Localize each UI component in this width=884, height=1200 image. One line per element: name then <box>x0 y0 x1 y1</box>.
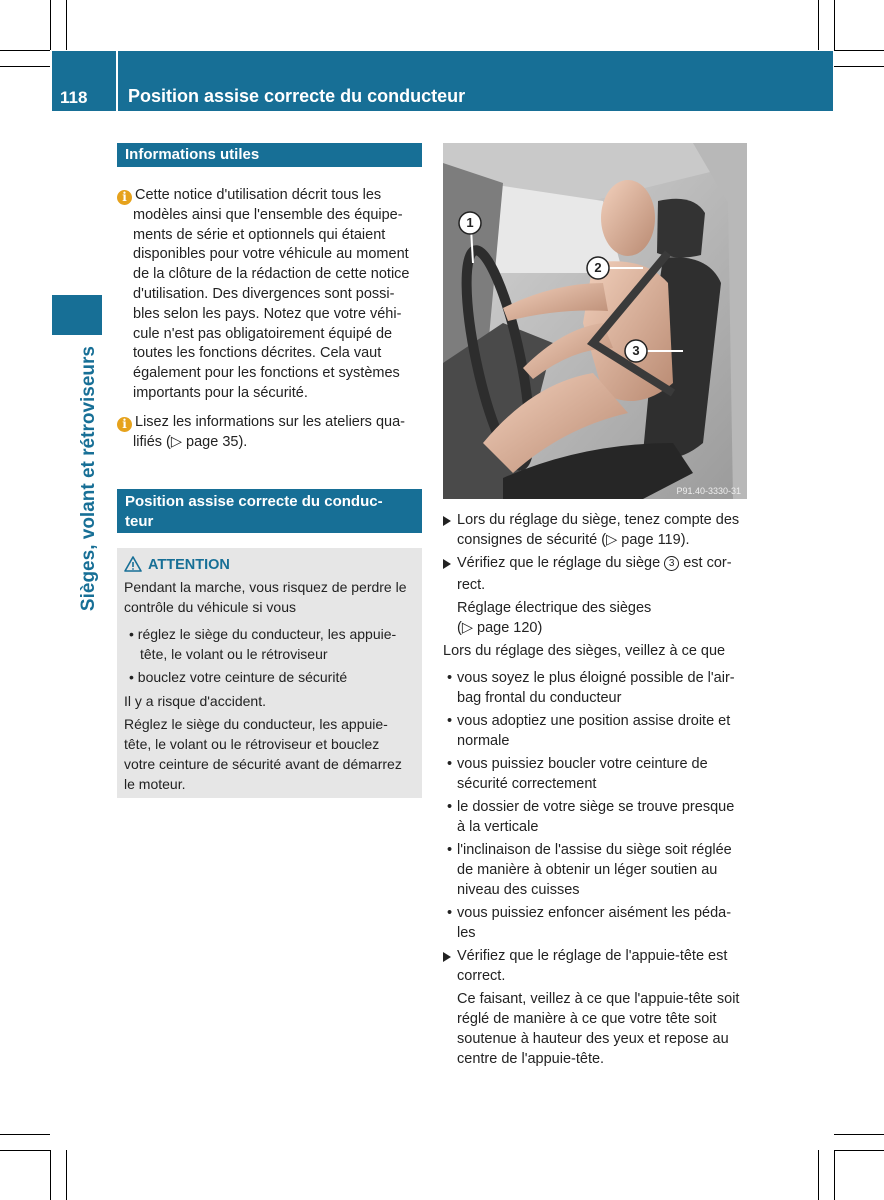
step-arrow-icon <box>443 516 451 526</box>
page-title: Position assise correcte du conducteur <box>128 86 466 106</box>
crop-mark <box>0 50 50 51</box>
step-line: Lors du réglage du siège, tenez compte des <box>457 512 740 528</box>
warning-line: Pendant la marche, vous risquez de perdre le <box>124 579 407 595</box>
step-arrow-icon <box>443 559 451 569</box>
crop-mark <box>0 1150 50 1151</box>
warning-line: • bouclez votre ceinture de sécurité <box>129 669 348 685</box>
crop-mark <box>834 50 884 51</box>
warning-line: Réglez le siège du conducteur, les appuie- <box>124 716 388 732</box>
chapter-label: Sièges, volant et rétroviseurs <box>78 346 99 612</box>
crop-mark <box>50 0 51 50</box>
crop-mark <box>834 1134 884 1135</box>
bullet-line: à la verticale <box>457 819 539 835</box>
heading-line: Position assise correcte du conduc- <box>125 493 383 510</box>
step-subline: Réglage électrique des sièges <box>457 600 652 616</box>
driver-seat-illustration <box>443 143 747 499</box>
bullet-line: vous soyez le plus éloigné possible de l'air- <box>457 670 735 686</box>
step-arrow-icon <box>443 952 451 962</box>
bullet-line: normale <box>457 733 510 749</box>
bullet-dot: • <box>447 670 453 686</box>
step-line: Vérifiez que le réglage du siège 3 est cor- <box>457 555 732 571</box>
crop-mark <box>66 0 67 50</box>
bullet-line: le dossier de votre siège se trouve presque <box>457 799 735 815</box>
callout-label-2: 2 <box>594 260 602 275</box>
crop-mark <box>818 0 819 50</box>
note-line: bles selon les pays. Notez que votre véhi- <box>133 305 402 322</box>
crop-mark <box>834 1150 835 1200</box>
note-line: modèles ainsi que l'ensemble des équipe- <box>133 206 403 223</box>
bullet-line: bag frontal du conducteur <box>457 690 622 706</box>
note-line: toutes les fonctions décrites. Cela vaut <box>133 345 382 362</box>
crop-mark <box>0 1134 50 1135</box>
warning-title: ATTENTION <box>124 556 230 573</box>
warning-line: contrôle du véhicule si vous <box>124 599 296 615</box>
heading-line: teur <box>125 513 154 530</box>
step-subline: soutenue à hauteur des yeux et repose au <box>457 1031 729 1047</box>
note-line: i Cette notice d'utilisation décrit tous les <box>117 186 427 206</box>
note-line: lifiés (▷ page 35). <box>133 433 248 450</box>
crop-mark <box>834 1150 884 1151</box>
step-line: consignes de sécurité (▷ page 119). <box>457 532 690 548</box>
header-divider <box>116 51 118 111</box>
bullet-dot: • <box>447 842 453 858</box>
seat-photo <box>443 143 747 499</box>
bullet-dot: • <box>447 799 453 815</box>
note-line: i Lisez les informations sur les ateliers qua- <box>117 413 427 433</box>
callout-label-1: 1 <box>466 215 474 230</box>
warning-line: • réglez le siège du conducteur, les appuie- <box>129 626 397 642</box>
bullet-line: vous adoptiez une position assise droite et <box>457 713 731 729</box>
step-subline: (▷ page 120) <box>457 620 543 636</box>
info-icon: i <box>117 190 132 205</box>
chapter-tab <box>52 295 102 335</box>
info-note <box>117 186 427 404</box>
bullet-line: les <box>457 925 476 941</box>
crop-mark <box>834 0 835 50</box>
warning-line: tête, le volant ou le rétroviseur et bouclez <box>124 736 380 752</box>
note-line: cule n'est pas obligatoirement équipé de <box>133 325 393 342</box>
callout-label-3: 3 <box>632 343 640 358</box>
bullet-dot: • <box>447 713 453 729</box>
note-line: ments de série et optionnels qui étaient <box>133 226 386 243</box>
crop-mark <box>66 1150 67 1200</box>
step-subline: réglé de manière à ce que votre tête soit <box>457 1011 717 1027</box>
step-line: rect. <box>457 577 486 593</box>
bullet-line: sécurité correctement <box>457 776 597 792</box>
bullet-dot: • <box>447 756 453 772</box>
crop-mark <box>818 1150 819 1200</box>
figure-code: P91.40-3330-31 <box>676 486 741 496</box>
bullet-line: vous puissiez enfoncer aisément les péda- <box>457 905 732 921</box>
intro-line: Lors du réglage des sièges, veillez à ce que <box>443 643 726 659</box>
bullet-line: vous puissiez boucler votre ceinture de <box>457 756 708 772</box>
bullet-line: de manière à obtenir un léger soutien au <box>457 862 718 878</box>
step-line: correct. <box>457 968 506 984</box>
note-line: importants pour la sécurité. <box>133 384 308 401</box>
crop-mark <box>834 66 884 67</box>
info-icon: i <box>117 417 132 432</box>
bullet-line: niveau des cuisses <box>457 882 580 898</box>
section-heading-info: Informations utiles <box>117 143 422 167</box>
section-heading-position <box>117 489 422 533</box>
bullet-line: l'inclinaison de l'assise du siège soit réglée <box>457 842 732 858</box>
note-line: d'utilisation. Des divergences sont possi- <box>133 285 395 302</box>
bullet-dot: • <box>447 905 453 921</box>
step-subline: centre de l'appuie-tête. <box>457 1051 605 1067</box>
note-line: disponibles pour votre véhicule au moment <box>133 246 409 263</box>
info-note <box>117 413 427 453</box>
page-number: 118 <box>60 88 88 107</box>
crop-mark <box>50 1150 51 1200</box>
crop-mark <box>0 66 50 67</box>
callout-ref-3: 3 <box>664 556 679 571</box>
note-line: également pour les fonctions et systèmes <box>133 365 400 382</box>
warning-line: tête, le volant ou le rétroviseur <box>140 646 328 662</box>
note-line: de la clôture de la rédaction de cette notice <box>133 266 410 283</box>
warning-line: votre ceinture de sécurité avant de démarrez <box>124 756 402 772</box>
warning-line: Il y a risque d'accident. <box>124 693 266 709</box>
step-line: Vérifiez que le réglage de l'appuie-tête est <box>457 948 728 964</box>
warning-line: le moteur. <box>124 776 186 792</box>
step-subline: Ce faisant, veillez à ce que l'appuie-tête soit <box>457 991 740 1007</box>
warning-triangle-icon <box>124 556 142 572</box>
